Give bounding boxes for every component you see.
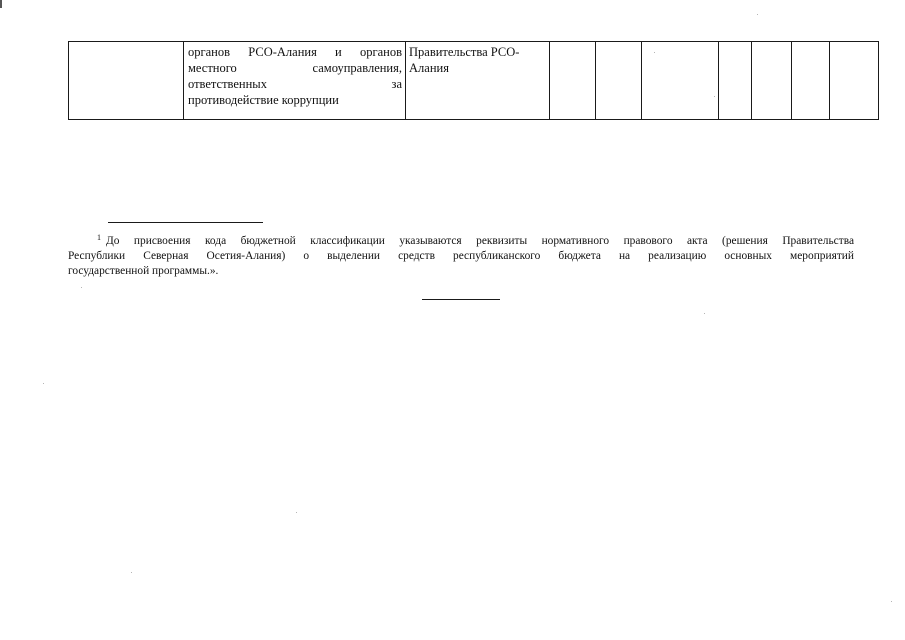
footnote-marker: 1 bbox=[97, 233, 101, 242]
scan-speck bbox=[81, 287, 82, 288]
scan-speck bbox=[891, 601, 892, 602]
table-cell-empty bbox=[719, 42, 752, 120]
footnote-line bbox=[68, 230, 854, 249]
table-cell-empty bbox=[830, 42, 879, 120]
scan-speck bbox=[704, 313, 705, 314]
table-cell-empty bbox=[792, 42, 830, 120]
footnote bbox=[68, 230, 854, 279]
description-word: самоуправления, bbox=[312, 61, 402, 75]
scan-speck bbox=[654, 52, 655, 53]
scan-speck bbox=[131, 572, 132, 573]
table-cell-empty bbox=[596, 42, 642, 120]
table-cell-activity-description bbox=[184, 42, 406, 120]
table-cell-empty bbox=[550, 42, 596, 120]
description-word: ответственных bbox=[188, 77, 267, 91]
scan-speck bbox=[757, 14, 758, 15]
description-line bbox=[188, 76, 402, 92]
description-word: местного bbox=[188, 61, 237, 75]
scan-speck bbox=[43, 383, 44, 384]
end-of-document-rule bbox=[422, 299, 500, 300]
responsible-line: Алания bbox=[409, 61, 449, 75]
scan-speck bbox=[714, 96, 715, 97]
description-line: органов РСО-Алания и органов bbox=[188, 45, 402, 59]
scan-speck bbox=[296, 512, 297, 513]
footnote-line: государственной программы.». bbox=[68, 265, 219, 277]
table-cell-empty bbox=[752, 42, 792, 120]
responsible-line: Правительства РСО- bbox=[409, 45, 520, 59]
table-cell-empty bbox=[642, 42, 719, 120]
table-cell-number bbox=[69, 42, 184, 120]
footnote-separator bbox=[108, 222, 263, 223]
description-line: противодействие коррупции bbox=[188, 93, 339, 107]
scan-edge-mark bbox=[0, 0, 2, 8]
footnote-text: До присвоения кода бюджетной классификации указываются реквизиты нормативного правового акта (решения Правительства bbox=[106, 235, 854, 247]
table-row bbox=[69, 42, 879, 120]
description-line bbox=[188, 60, 402, 76]
description-word: за bbox=[391, 77, 402, 91]
program-activities-table bbox=[68, 41, 879, 120]
table-cell-responsible-executor bbox=[406, 42, 550, 120]
footnote-line: Республики Северная Осетия-Алания) о выделении средств республиканского бюджета на реализацию основных мероприятий bbox=[68, 250, 854, 262]
